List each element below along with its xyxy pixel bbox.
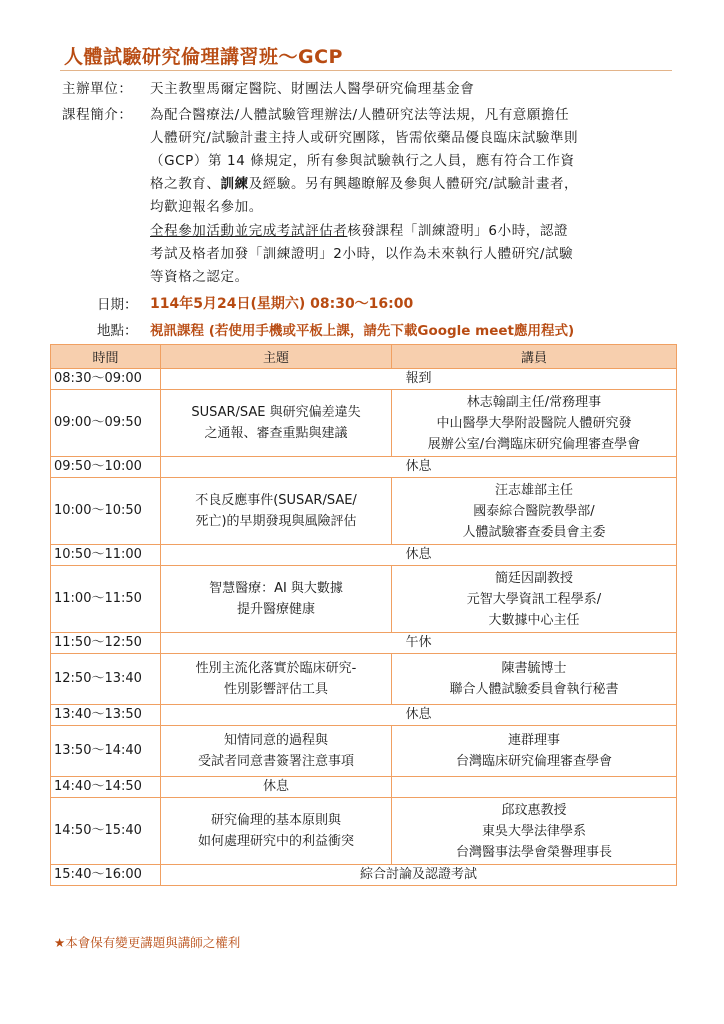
location-label: 地點： (97, 323, 138, 339)
location-value: 視訊課程 (若使用手機或平板上課，請先下載Google meet應用程式) (150, 323, 575, 339)
topic-line: 不良反應事件(SUSAR/SAE/ (195, 493, 357, 508)
topic-line: 性別主流化落實於臨床研究- (195, 661, 357, 676)
speaker-line: 汪志雄部主任 (494, 482, 573, 498)
row-activity: 休息 (161, 457, 677, 478)
row-speaker (392, 798, 677, 865)
row-activity: 休息 (161, 777, 392, 798)
row-activity: 報到 (161, 369, 677, 390)
organizer-label: 主辦單位： (62, 81, 133, 97)
topic-line: 如何處理研究中的利益衝突 (197, 834, 354, 849)
row-time: 15:40～16:00 (51, 865, 161, 886)
speaker-line: 林志翰副主任/常務理事 (466, 394, 602, 410)
row-speaker-empty (392, 777, 677, 798)
intro-line (150, 220, 670, 243)
topic-line: 死亡)的早期發現與風險評估 (195, 514, 357, 529)
intro-line: 人體研究/試驗計畫主持人或研究團隊，皆需依藥品優良臨床試驗準則 (150, 130, 579, 146)
row-time: 12:50～13:40 (51, 654, 161, 705)
date-label: 日期： (97, 297, 138, 313)
date-value: 114年5月24日(星期六) 08:30～16:00 (150, 296, 414, 312)
row-speaker (392, 654, 677, 705)
row-topic (161, 654, 392, 705)
organizer-value: 天主教聖馬爾定醫院、財團法人醫學研究倫理基金會 (150, 81, 475, 97)
row-topic (161, 566, 392, 633)
intro-line: 均歡迎報名參加。 (150, 199, 263, 215)
intro-line (150, 173, 670, 196)
row-time: 11:50～12:50 (51, 633, 161, 654)
speaker-line: 連群理事 (507, 733, 560, 748)
footer-note: ★本會保有變更講題與講師之權利 (54, 935, 241, 950)
header-topic: 主題 (161, 345, 392, 369)
intro-text-part: 及經驗。另有興趣瞭解及參與人體研究/試驗計畫者， (248, 176, 579, 192)
table-row (51, 865, 677, 886)
row-activity: 午休 (161, 633, 677, 654)
row-time: 10:00～10:50 (51, 478, 161, 545)
row-time: 14:50～15:40 (51, 798, 161, 865)
intro-text-part: 核發課程「訓練證明」6小時，認證 (347, 223, 569, 239)
table-row (51, 654, 677, 705)
topic-line: 性別影響評估工具 (223, 682, 328, 697)
row-topic (161, 478, 392, 545)
intro-text-part: 格之教育、 (150, 176, 221, 192)
table-row (51, 777, 677, 798)
schedule-table (50, 344, 677, 886)
topic-line: 受試者同意書簽署注意事項 (197, 754, 354, 769)
table-row (51, 566, 677, 633)
speaker-line: 台灣臨床研究倫理審查學會 (455, 754, 612, 769)
topic-line: SUSAR/SAE 與研究偏差違失 (191, 405, 361, 420)
row-activity: 休息 (161, 705, 677, 726)
table-header-row (51, 345, 677, 369)
intro-text (150, 104, 670, 289)
row-activity: 休息 (161, 545, 677, 566)
row-topic (161, 726, 392, 777)
intro-line: （GCP）第 14 條規定，所有參與試驗執行之人員，應有符合工作資 (150, 153, 575, 169)
intro-bold-word: 訓練 (220, 176, 249, 192)
speaker-line: 國泰綜合醫院教學部/ (473, 503, 595, 519)
row-speaker (392, 566, 677, 633)
topic-line: 知情同意的過程與 (223, 733, 328, 748)
speaker-line: 展辦公室/台灣臨床研究倫理審查學會 (427, 436, 641, 452)
intro-label: 課程簡介： (62, 107, 133, 123)
speaker-line: 元智大學資訊工程學系/ (466, 591, 602, 607)
row-topic (161, 390, 392, 457)
table-row (51, 726, 677, 777)
table-row (51, 633, 677, 654)
speaker-line: 人體試驗審查委員會主委 (462, 524, 606, 540)
row-time: 08:30～09:00 (51, 369, 161, 390)
table-row (51, 798, 677, 865)
header-speaker: 講員 (392, 345, 677, 369)
row-topic (161, 798, 392, 865)
row-time: 13:50～14:40 (51, 726, 161, 777)
table-row (51, 478, 677, 545)
row-time: 11:00～11:50 (51, 566, 161, 633)
header-time: 時間 (51, 345, 161, 369)
intro-line: 為配合醫療法/人體試驗管理辦法/人體研究法等法規，凡有意願擔任 (150, 107, 570, 123)
topic-line: 智慧醫療：AI 與大數據 (209, 581, 343, 596)
table-row (51, 369, 677, 390)
row-activity: 綜合討論及認證考試 (161, 865, 677, 886)
speaker-line: 大數據中心主任 (488, 612, 580, 628)
topic-line: 研究倫理的基本原則與 (210, 813, 341, 828)
intro-line: 等資格之認定。 (150, 269, 249, 285)
table-row (51, 545, 677, 566)
row-speaker (392, 390, 677, 457)
row-speaker (392, 478, 677, 545)
page-title: 人體試驗研究倫理講習班～GCP (64, 46, 343, 68)
title-divider (60, 70, 672, 71)
row-time: 13:40～13:50 (51, 705, 161, 726)
table-row (51, 457, 677, 478)
intro-line: 考試及格者加發「訓練證明」2小時，以作為未來執行人體研究/試驗 (150, 246, 574, 262)
speaker-line: 聯合人體試驗委員會執行秘書 (449, 682, 619, 697)
row-speaker (392, 726, 677, 777)
intro-underlined-text: 全程參加活動並完成考試評估者 (150, 223, 348, 239)
row-time: 10:50～11:00 (51, 545, 161, 566)
speaker-line: 東吳大學法律學系 (481, 823, 586, 839)
row-time: 09:00～09:50 (51, 390, 161, 457)
speaker-line: 邱玟惠教授 (501, 802, 567, 818)
topic-line: 提升醫療健康 (236, 602, 315, 617)
row-time: 09:50～10:00 (51, 457, 161, 478)
speaker-line: 中山醫學大學附設醫院人體研究發 (436, 415, 632, 431)
topic-line: 之通報、審查重點與建議 (204, 426, 348, 441)
table-row (51, 390, 677, 457)
speaker-line: 簡廷因副教授 (494, 570, 573, 586)
speaker-line: 台灣醫事法學會榮譽理事長 (455, 844, 612, 860)
speaker-line: 陳書毓博士 (501, 661, 567, 676)
row-time: 14:40～14:50 (51, 777, 161, 798)
table-row (51, 705, 677, 726)
